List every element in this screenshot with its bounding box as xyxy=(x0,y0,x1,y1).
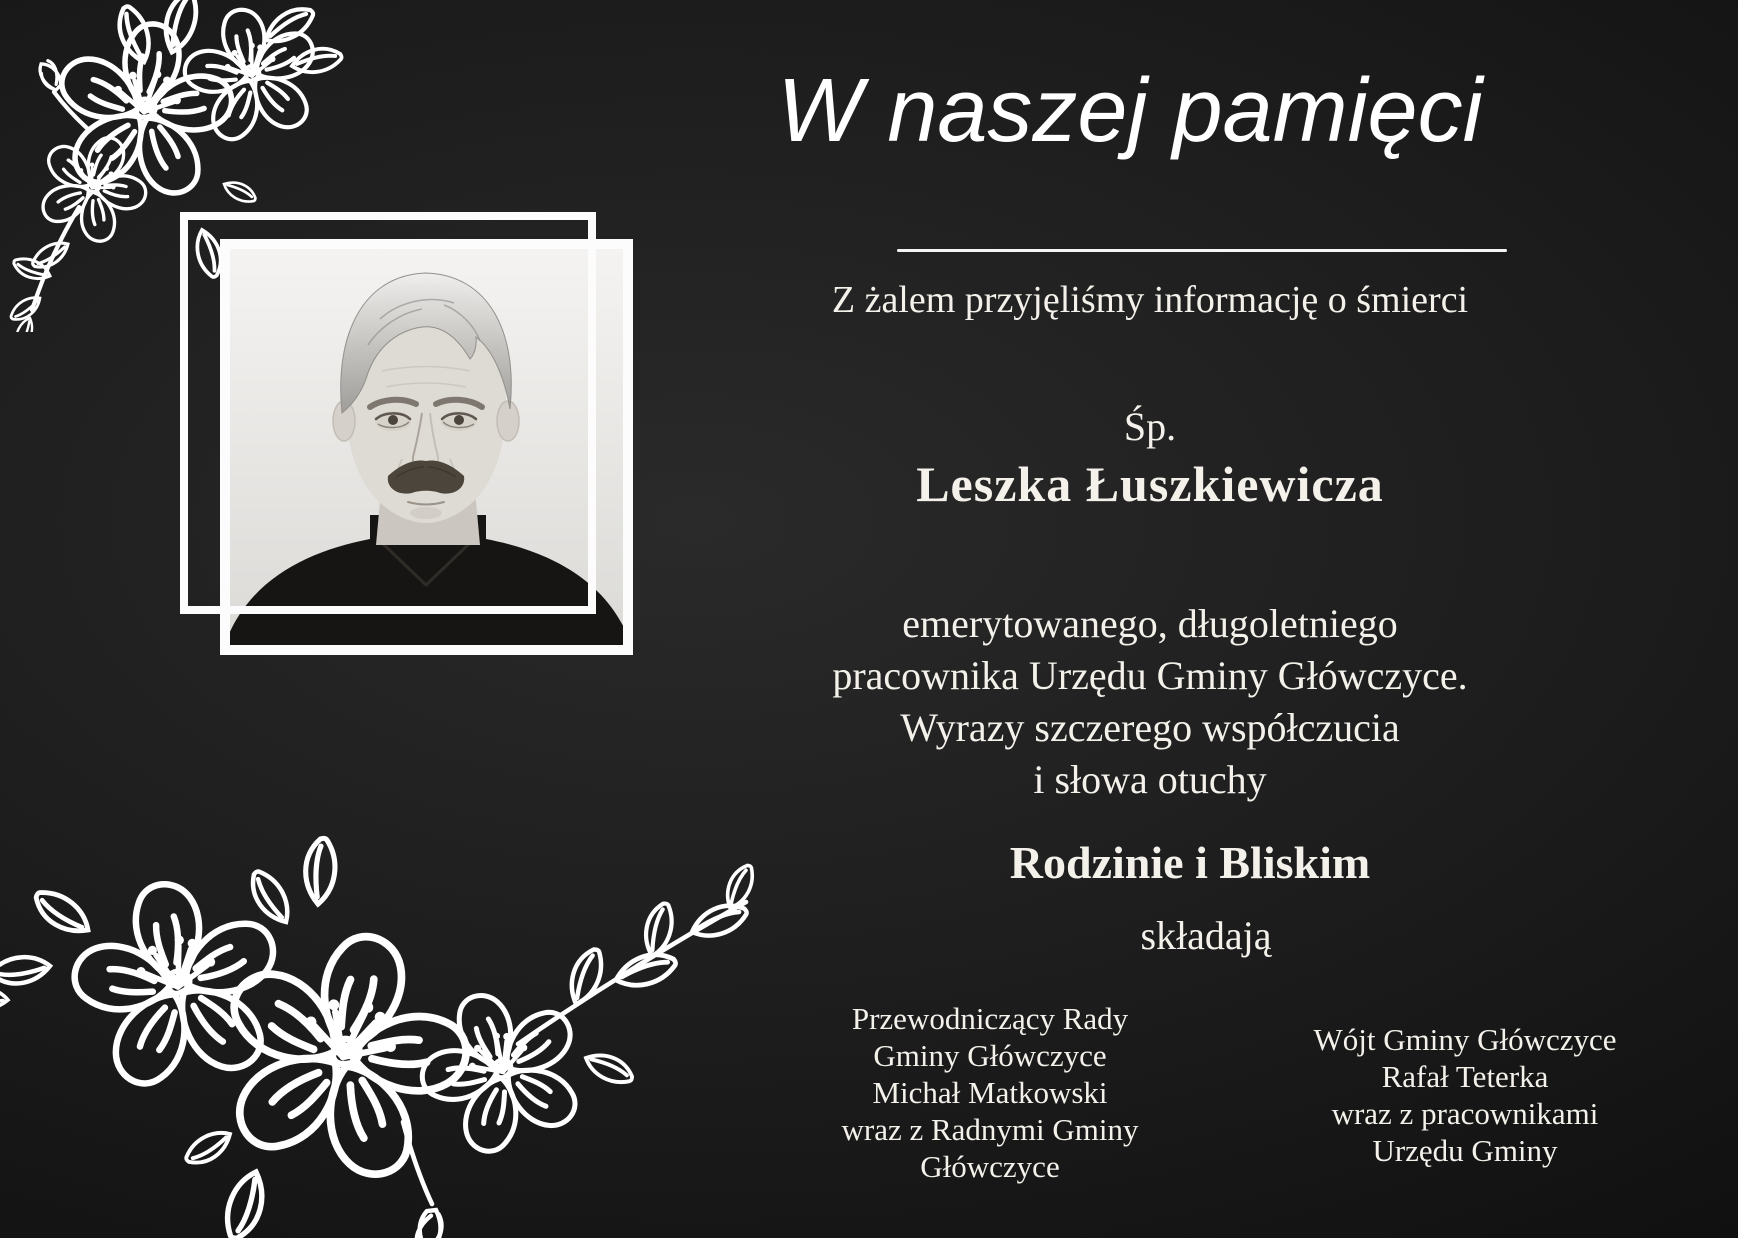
intro-line: Z żalem przyjęliśmy informację o śmierci xyxy=(831,279,1469,321)
signature-line: wraz z pracownikami xyxy=(1331,1096,1599,1131)
dedication-line: Rodzinie i Bliskim xyxy=(1009,837,1371,888)
flower-ornament-bottom-left xyxy=(0,752,760,1238)
body-line: emerytowanego, długoletniego xyxy=(902,601,1398,646)
signature-line: Rafał Teterka xyxy=(1381,1059,1549,1094)
signature-line: Wójt Gminy Główczyce xyxy=(1313,1022,1617,1057)
signature-line: Gminy Główczyce xyxy=(873,1038,1107,1073)
signature-line: Michał Matkowski xyxy=(872,1075,1108,1110)
signature-mayor xyxy=(1235,1021,1695,1169)
body-line: i słowa otuchy xyxy=(1033,757,1267,802)
signature-line: Główczyce xyxy=(920,1149,1060,1184)
photo-frame-outline xyxy=(180,212,596,614)
closing-line: składają xyxy=(1140,913,1272,958)
page-title: W naszej pamięci xyxy=(777,61,1483,161)
condolence-body xyxy=(700,598,1600,806)
body-line: pracownika Urzędu Gminy Główczyce. xyxy=(832,653,1468,698)
signature-line: Urzędu Gminy xyxy=(1372,1133,1558,1168)
title-divider xyxy=(897,249,1507,252)
honorific: Śp. xyxy=(1123,404,1177,449)
signature-line: Przewodniczący Rady xyxy=(851,1001,1129,1036)
signature-line: wraz z Radnymi Gminy xyxy=(841,1112,1139,1147)
signature-council-chairman xyxy=(760,1000,1220,1185)
deceased-name: Leszka Łuszkiewicza xyxy=(916,456,1384,512)
body-line: Wyrazy szczerego współczucia xyxy=(900,705,1400,750)
